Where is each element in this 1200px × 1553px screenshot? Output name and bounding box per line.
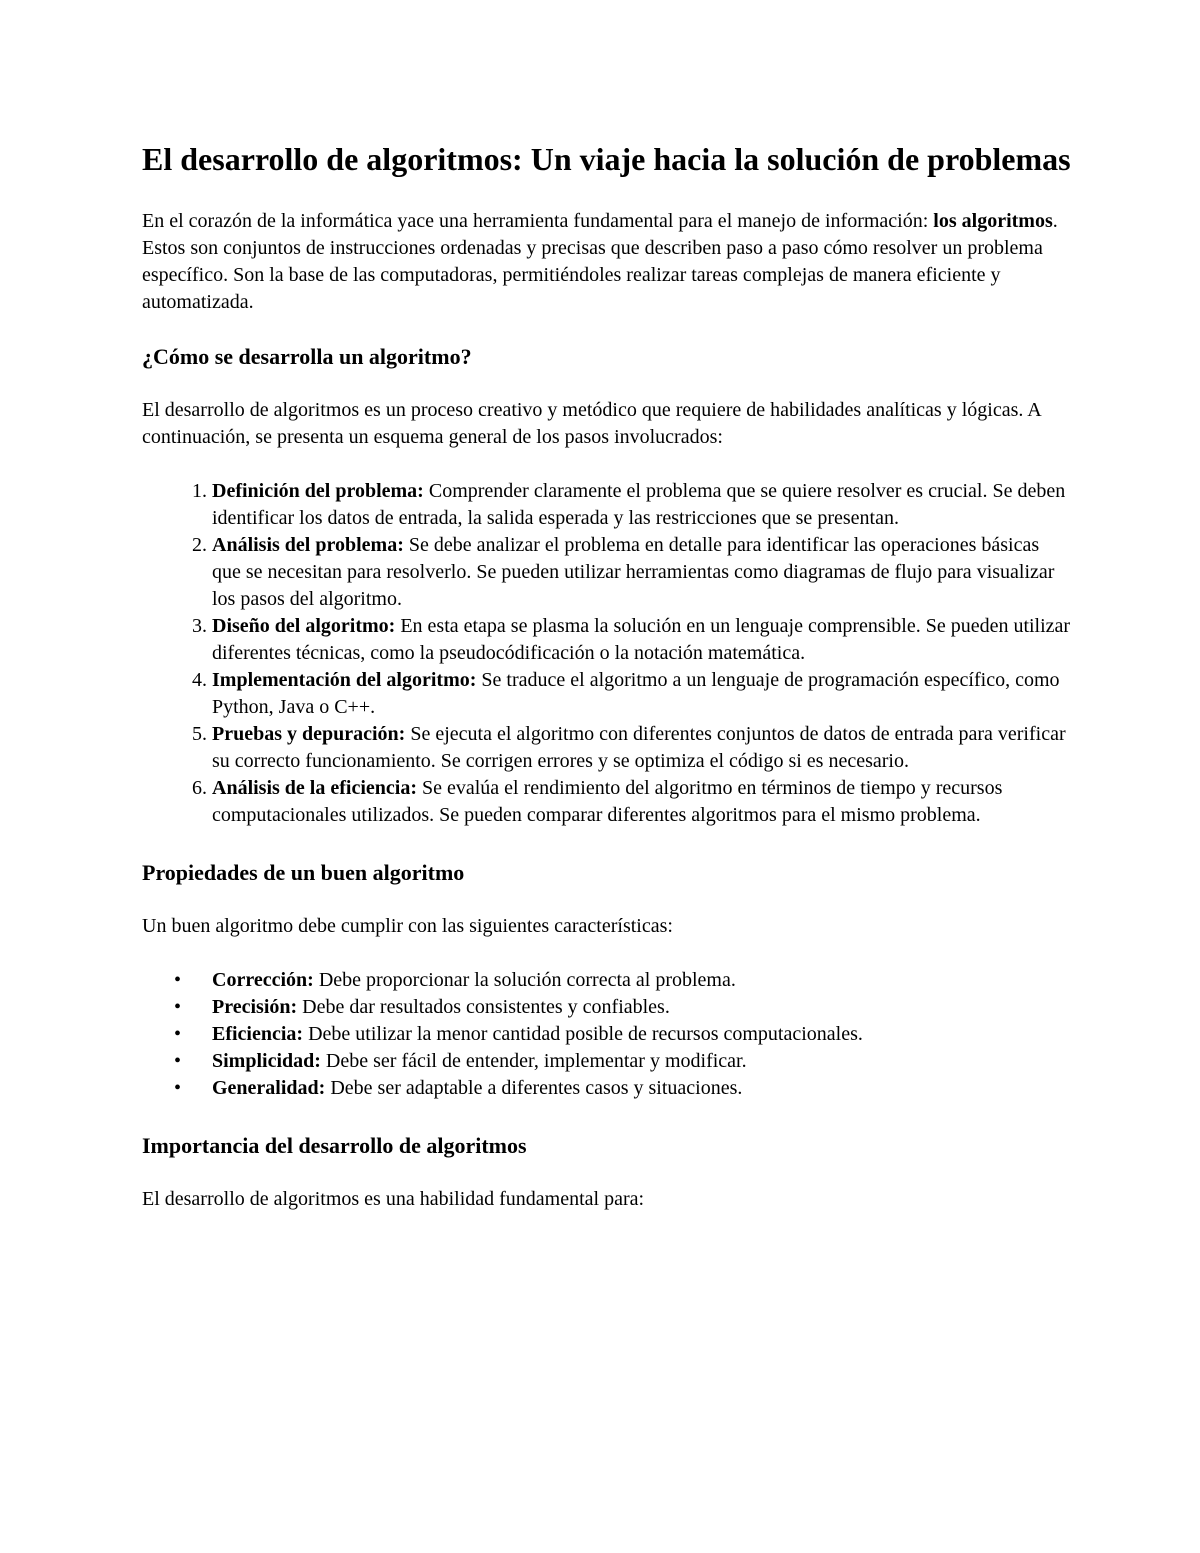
step-text: En esta etapa se plasma la solución en un lenguaje comprensible. Se pueden utilizar diferentes técnicas, como la pseudocódificación o la notación matemática. [212, 615, 1071, 664]
list-item-step [212, 532, 1072, 613]
list-item-step [212, 478, 1072, 532]
bullet-icon: • [174, 1077, 182, 1099]
property-term: Eficiencia: [212, 1023, 304, 1045]
intro-text-after: . Estos son conjuntos de instrucciones ordenadas y precisas que describen paso a paso cómo resolver un problema específico. Son la base de las computadoras, permitiéndoles realizar tareas complejas de manera eficiente y automatizada. [142, 210, 1058, 313]
list-item-step [212, 721, 1072, 775]
list-item-property [174, 994, 1072, 1021]
step-term: Diseño del algoritmo: [212, 615, 396, 637]
steps-list [142, 478, 1072, 829]
property-text: Debe ser fácil de entender, implementar y modificar. [320, 1050, 747, 1072]
property-term: Corrección: [212, 969, 314, 991]
property-text: Debe dar resultados consistentes y confiables. [297, 996, 670, 1018]
step-text: Se ejecuta el algoritmo con diferentes conjuntos de datos de entrada para verificar su correcto funcionamiento. Se corrigen errores y se optimiza el código si es necesario. [212, 723, 1066, 772]
list-item-property [174, 1021, 1072, 1048]
intro-bold-term: los algoritmos [933, 210, 1053, 232]
document-page [142, 140, 1072, 1240]
section1-paragraph: El desarrollo de algoritmos es un proceso creativo y metódico que requiere de habilidades analíticas y lógicas. A continuación, se presenta un esquema general de los pasos involucrados: [142, 399, 1041, 448]
bullet-icon: • [174, 969, 182, 991]
property-term: Simplicidad: [212, 1050, 321, 1072]
list-item-property [174, 967, 1072, 994]
bullet-icon: • [174, 1050, 182, 1072]
property-text: Debe proporcionar la solución correcta al problema. [313, 969, 736, 991]
list-item-property [174, 1048, 1072, 1075]
step-term: Definición del problema: [212, 480, 424, 502]
bullet-icon: • [174, 996, 182, 1018]
document-title: El desarrollo de algoritmos: Un viaje hacia la solución de problemas [142, 141, 1071, 177]
list-item-step [212, 667, 1072, 721]
step-term: Pruebas y depuración: [212, 723, 406, 745]
section2-heading: Propiedades de un buen algoritmo [142, 860, 465, 885]
intro-text-before: En el corazón de la informática yace una herramienta fundamental para el manejo de información: [142, 210, 934, 232]
list-item-step [212, 613, 1072, 667]
property-text: Debe ser adaptable a diferentes casos y situaciones. [325, 1077, 743, 1099]
property-text: Debe utilizar la menor cantidad posible de recursos computacionales. [303, 1023, 863, 1045]
properties-list [142, 967, 1072, 1102]
step-text: Comprender claramente el problema que se quiere resolver es crucial. Se deben identificar los datos de entrada, la salida esperada y las restricciones que se presentan. [212, 480, 1066, 529]
intro-paragraph [142, 208, 1072, 316]
step-text: Se debe analizar el problema en detalle para identificar las operaciones básicas que se necesitan para resolverlo. Se pueden utilizar herramientas como diagramas de flujo para visualizar los pasos del algoritmo. [212, 534, 1055, 610]
step-text: Se traduce el algoritmo a un lenguaje de programación específico, como Python, Java o C++. [212, 669, 1060, 718]
bullet-icon: • [174, 1023, 182, 1045]
list-item-step [212, 775, 1072, 829]
list-item-property [174, 1075, 1072, 1102]
step-term: Implementación del algoritmo: [212, 669, 477, 691]
step-term: Análisis del problema: [212, 534, 404, 556]
section1-heading: ¿Cómo se desarrolla un algoritmo? [142, 344, 472, 369]
section3-paragraph: El desarrollo de algoritmos es una habilidad fundamental para: [142, 1188, 645, 1210]
step-text: Se evalúa el rendimiento del algoritmo en términos de tiempo y recursos computacionales utilizados. Se pueden comparar diferentes algoritmos para el mismo problema. [212, 777, 1003, 826]
step-term: Análisis de la eficiencia: [212, 777, 417, 799]
property-term: Precisión: [212, 996, 298, 1018]
section2-paragraph: Un buen algoritmo debe cumplir con las siguientes características: [142, 915, 673, 937]
section3-heading: Importancia del desarrollo de algoritmos [142, 1133, 527, 1158]
property-term: Generalidad: [212, 1077, 326, 1099]
